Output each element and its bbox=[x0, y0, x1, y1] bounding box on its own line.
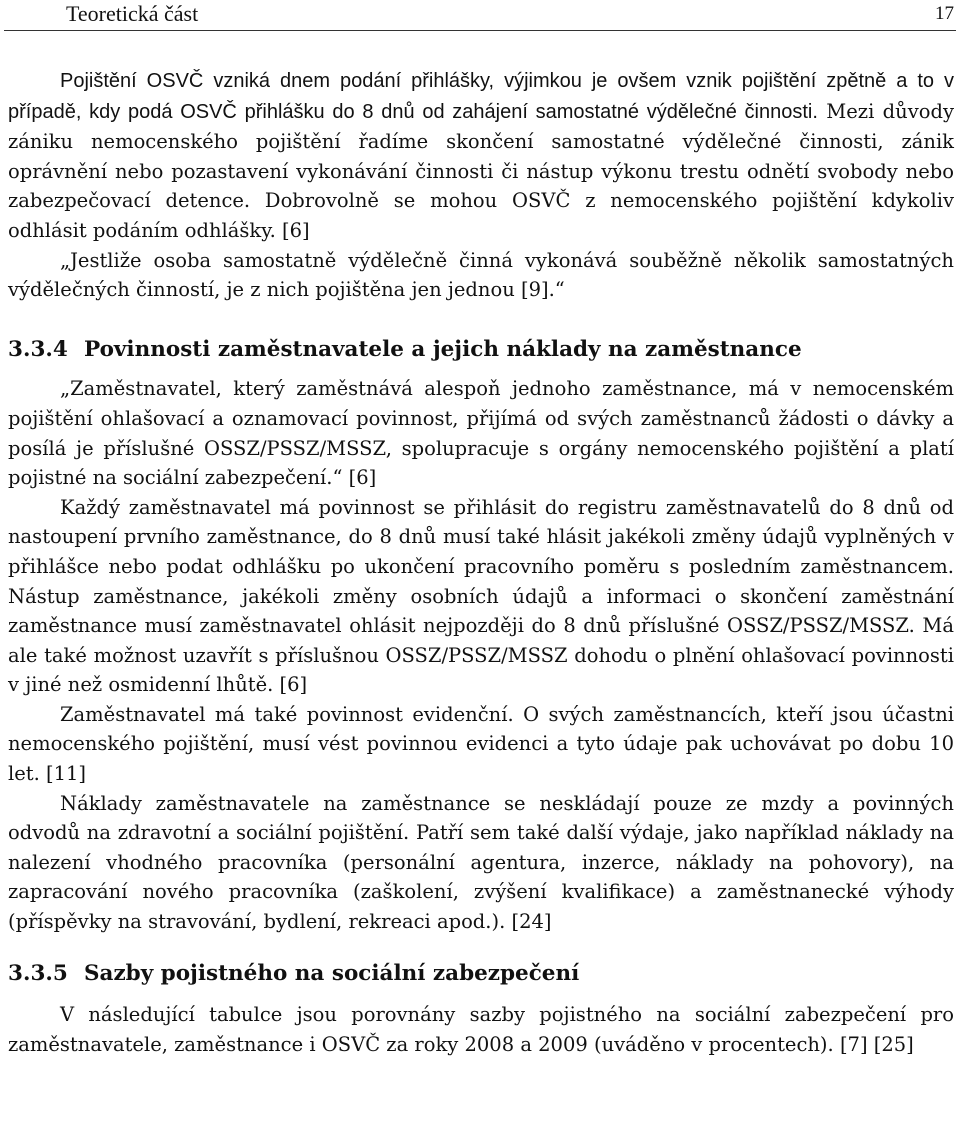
paragraph-rates-intro: V následující tabulce jsou porovnány sazby pojistného na sociální zabezpečení pro zaměstnavatele, zaměstnance i OSVČ za roky 2008 a 2009 (uváděno v procentech). [7] [25] bbox=[8, 1003, 954, 1056]
section-number: 3.3.4 bbox=[8, 336, 68, 362]
paragraph-employer-registration: Každý zaměstnavatel má povinnost se přihlásit do registru zaměstnavatelů do 8 dnů od nastoupení prvního zaměstnance, do 8 dnů musí také hlásit jakékoli změny údajů vyplněných v přihlášce nebo podat odhlášku po ukončení pracovního poměru s posledním zaměstnancem. Nástup zaměstnance, jakékoli změny osobních údajů a informaci o skončení zaměstnání zaměstnance musí zaměstnavatel ohlásit nejpozději do 8 dnů příslušné OSSZ/PSSZ/MSSZ. Má ale také možnost uzavřít s příslušnou OSSZ/PSSZ/MSSZ dohodu o plnění ohlašovací povinnosti v jiné než osmidenní lhůtě. [6] bbox=[8, 495, 954, 697]
paragraph-employer-records: Zaměstnavatel má také povinnost evidenční. O svých zaměstnancích, kteří jsou účastni nemocenského pojištění, musí vést povinnou evidenci a tyto údaje pak uchovávat po dobu 10 let. [11] bbox=[8, 702, 954, 786]
section-number: 3.3.5 bbox=[8, 960, 68, 986]
section-title: Povinnosti zaměstnavatele a jejich náklady na zaměstnance bbox=[84, 336, 802, 362]
section-heading-3-3-4 bbox=[8, 335, 954, 365]
running-header-title: Teoretická část bbox=[66, 1, 199, 26]
paragraph-osvc-rest-text: Mezi důvody zániku nemocenského pojištění řadíme skončení samostatné výdělečné činnosti, zánik oprávnění nebo pozastavení vykonávání činnosti či nástup výkonu trestu odnětí svobody nebo zabezpečovací detence. Dobrovolně se mohou OSVČ z nemocenského pojištění kdykoliv odhlásit podáním odhlášky. [6] bbox=[8, 99, 954, 242]
paragraph-osvc-insurance bbox=[8, 66, 954, 246]
page-body bbox=[8, 66, 954, 1059]
paragraph-osvc-start-text: Pojištění OSVČ vzniká dnem podání přihlášky, výjimkou je ovšem vznik pojištění zpětně a to v případě, kdy podá OSVČ přihlášku do 8 dnů od zahájení samostatné výdělečné činnosti. bbox=[8, 70, 954, 123]
page-header bbox=[4, 0, 956, 31]
section-heading-3-3-5 bbox=[8, 959, 954, 989]
paragraph-employer-costs: Náklady zaměstnavatele na zaměstnance se neskládají pouze ze mzdy a povinných odvodů na zdravotní a sociální pojištění. Patří sem také další výdaje, jako například náklady na nalezení vhodného pracovníka (personální agentura, inzerce, náklady na pohovory), na zapracování nového pracovníka (zaškolení, zvýšení kvalifikace) a zaměstnanecké výhody (příspěvky na stravování, bydlení, rekreaci apod.). [24] bbox=[8, 791, 954, 934]
paragraph-quote-multiple-activities: „Jestliže osoba samostatně výdělečně činná vykonává souběžně několik samostatných výdělečných činností, je z nich pojištěna jen jednou [9].“ bbox=[8, 248, 954, 302]
paragraph-employer-quote: „Zaměstnavatel, který zaměstnává alespoň jednoho zaměstnance, má v nemocenském pojištění ohlašovací a oznamovací povinnost, přijímá od svých zaměstnanců žádosti o dávky a posílá je příslušné OSSZ/PSSZ/MSSZ, spolupracuje s orgány nemocenského pojištění a platí pojistné na sociální zabezpečení.“ [6] bbox=[8, 377, 954, 490]
section-title: Sazby pojistného na sociální zabezpečení bbox=[84, 960, 580, 986]
page-number: 17 bbox=[935, 3, 954, 24]
